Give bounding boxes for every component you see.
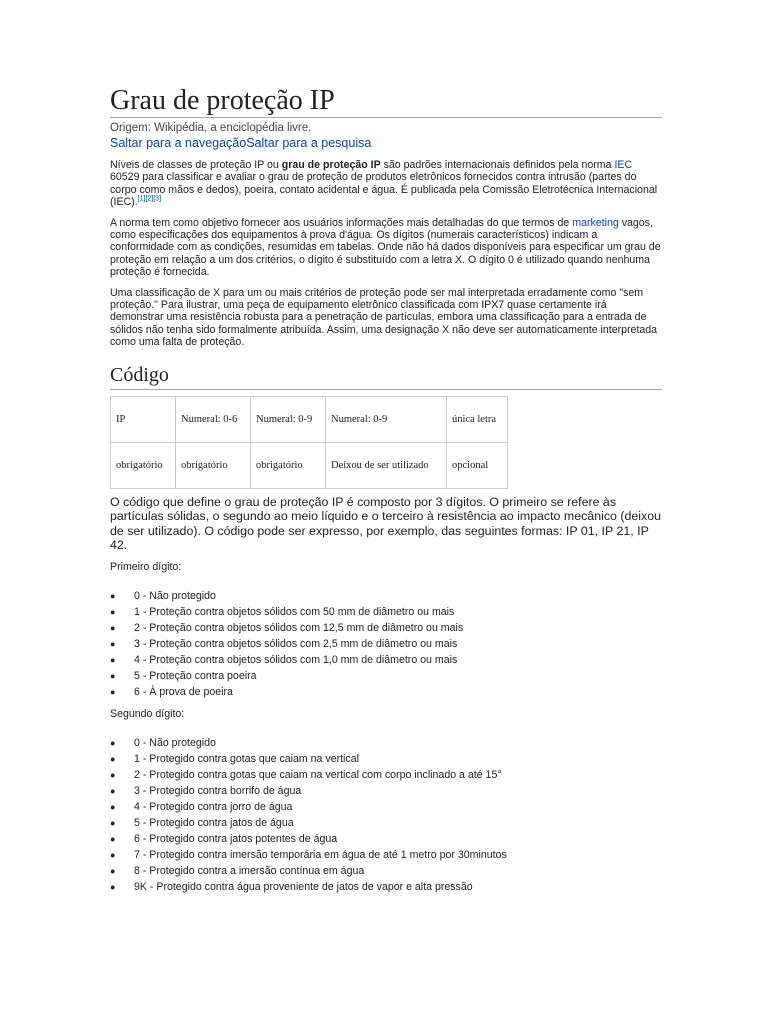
second-digit-list xyxy=(110,735,662,895)
list-item xyxy=(110,799,662,815)
table-row xyxy=(111,396,508,442)
list-item xyxy=(110,668,662,684)
table-cell: obrigatório xyxy=(251,442,326,488)
bullet-icon: ● xyxy=(110,882,116,893)
bullet-icon: ● xyxy=(110,770,116,781)
list-item-text: 5 - Protegido contra jatos de água xyxy=(134,817,294,830)
bold-term: grau de proteção IP xyxy=(281,159,381,171)
list-item xyxy=(110,783,662,799)
list-item xyxy=(110,636,662,652)
bullet-icon: ● xyxy=(110,786,116,797)
article xyxy=(110,86,662,895)
table-cell: obrigatório xyxy=(176,442,251,488)
section-heading-codigo: Código xyxy=(110,363,662,390)
list-item xyxy=(110,604,662,620)
table-cell: Deixou de ser utilizado xyxy=(326,442,447,488)
bullet-icon: ● xyxy=(110,591,116,602)
bullet-icon: ● xyxy=(110,866,116,877)
bullet-icon: ● xyxy=(110,754,116,765)
first-digit-label: Primeiro dígito: xyxy=(110,561,182,574)
list-item-text: 4 - Proteção contra objetos sólidos com 1,0 mm de diâmetro ou mais xyxy=(134,654,458,667)
table-cell: IP xyxy=(111,396,176,442)
list-item-text: 6 - Protegido contra jatos potentes de água xyxy=(134,833,338,846)
code-description: O código que define o grau de proteção IP é composto por 3 dígitos. O primeiro se refere às partículas sólidas, o segundo ao meio líquido e o terceiro à resistência ao impacto mecânico (deixou de ser utilizado). O código pode ser expresso, por exemplo, das seguintes formas: IP 01, IP 21, IP 42. xyxy=(110,494,662,553)
intro-paragraph xyxy=(110,159,662,209)
table-cell: Numeral: 0-9 xyxy=(326,396,447,442)
table-row xyxy=(111,442,508,488)
second-digit-label: Segundo dígito: xyxy=(110,708,185,721)
reference-links[interactable]: [1][2][3] xyxy=(137,195,162,203)
list-item-text: 7 - Protegido contra imersão temporária em água de até 1 metro por 30minutos xyxy=(134,849,507,862)
list-item-text: 6 - À prova de poeira xyxy=(134,686,233,699)
purpose-paragraph xyxy=(110,217,662,279)
marketing-link[interactable]: marketing xyxy=(572,216,619,229)
table-cell: única letra xyxy=(447,396,508,442)
list-item xyxy=(110,815,662,831)
list-item-text: 3 - Protegido contra borrifo de água xyxy=(134,785,302,798)
table-cell: opcional xyxy=(447,442,508,488)
text-run: vagos, como especificações dos equipamentos à prova d'água. Os dígitos (numerais característicos) indicam a conformidade com as condições, resumidas em tabelas. Onde não há dados disponíveis para especificar um grau de proteção em relação a um dos critérios, o dígito é substituído com a letra X. O dígito 0 é utilizado quando nenhuma proteção é fornecida. xyxy=(110,216,661,279)
bullet-icon: ● xyxy=(110,655,116,666)
origin-note: Origem: Wikipédia, a enciclopédia livre. xyxy=(110,122,312,134)
list-item-text: 1 - Proteção contra objetos sólidos com 50 mm de diâmetro ou mais xyxy=(134,606,455,619)
bullet-icon: ● xyxy=(110,687,116,698)
table-cell: Numeral: 0-9 xyxy=(251,396,326,442)
jump-to-search-link[interactable]: Saltar para a pesquisa xyxy=(246,136,372,150)
table-cell: Numeral: 0-6 xyxy=(176,396,251,442)
bullet-icon: ● xyxy=(110,834,116,845)
bullet-icon: ● xyxy=(110,623,116,634)
table-cell: obrigatório xyxy=(111,442,176,488)
x-rating-paragraph: Uma classificação de X para um ou mais critérios de proteção pode ser mal interpretada erradamente como "sem proteção." Para ilustrar, uma peça de equipamento eletrônico classificada com IPX7 quase certamente irá demonstrar uma resistência robusta para a penetração de partículas, embora uma classificação para a entrada de sólidos não tenha sido formalmente atribuída. Assim, uma designação X não deve ser automaticamente interpretada como uma falta de proteção. xyxy=(110,286,658,349)
code-table xyxy=(110,396,508,489)
text-run: A norma tem como objetivo fornecer aos usuários informações mais detalhadas do que termos de xyxy=(110,216,573,229)
list-item xyxy=(110,767,662,783)
bullet-icon: ● xyxy=(110,738,116,749)
bullet-icon: ● xyxy=(110,818,116,829)
bullet-icon: ● xyxy=(110,639,116,650)
list-item-text: 0 - Não protegido xyxy=(134,590,216,603)
list-item xyxy=(110,684,662,700)
bullet-icon: ● xyxy=(110,850,116,861)
list-item-text: 2 - Protegido contra gotas que caiam na vertical com corpo inclinado a até 15° xyxy=(134,769,502,782)
list-item xyxy=(110,863,662,879)
jump-to-navigation-link[interactable]: Saltar para a navegação xyxy=(110,136,247,150)
bullet-icon: ● xyxy=(110,671,116,682)
jump-links xyxy=(110,136,662,151)
list-item xyxy=(110,735,662,751)
list-item xyxy=(110,620,662,636)
list-item-text: 5 - Proteção contra poeira xyxy=(134,670,257,683)
page-title: Grau de proteção IP xyxy=(110,86,662,118)
list-item xyxy=(110,831,662,847)
bullet-icon: ● xyxy=(110,802,116,813)
list-item xyxy=(110,652,662,668)
list-item-text: 1 - Protegido contra gotas que caiam na vertical xyxy=(134,753,359,766)
list-item-text: 8 - Protegido contra a imersão contínua em água xyxy=(134,865,365,878)
list-item-text: 9K - Protegido contra água proveniente de jatos de vapor e alta pressão xyxy=(134,881,473,894)
text-run: são padrões internacionais definidos pela norma xyxy=(380,159,615,171)
text-run: 60529 para classificar e avaliar o grau de proteção de produtos eletrônicos fornecidos contra intrusão (partes do corpo como mãos e dedos), poeira, contato acidental e água. É publicada pela Comissão Eletrotécnica Internacional (IEC). xyxy=(110,171,658,209)
iec-link[interactable]: IEC xyxy=(614,159,633,171)
list-item xyxy=(110,847,662,863)
list-item-text: 0 - Não protegido xyxy=(134,737,216,750)
list-item xyxy=(110,751,662,767)
first-digit-list xyxy=(110,588,662,700)
list-item xyxy=(110,588,662,604)
list-item-text: 3 - Proteção contra objetos sólidos com 2,5 mm de diâmetro ou mais xyxy=(134,638,458,651)
list-item-text: 2 - Proteção contra objetos sólidos com 12,5 mm de diâmetro ou mais xyxy=(134,622,464,635)
list-item-text: 4 - Protegido contra jorro de água xyxy=(134,801,293,814)
text-run: Níveis de classes de proteção IP ou xyxy=(110,159,282,171)
bullet-icon: ● xyxy=(110,607,116,618)
list-item xyxy=(110,879,662,895)
